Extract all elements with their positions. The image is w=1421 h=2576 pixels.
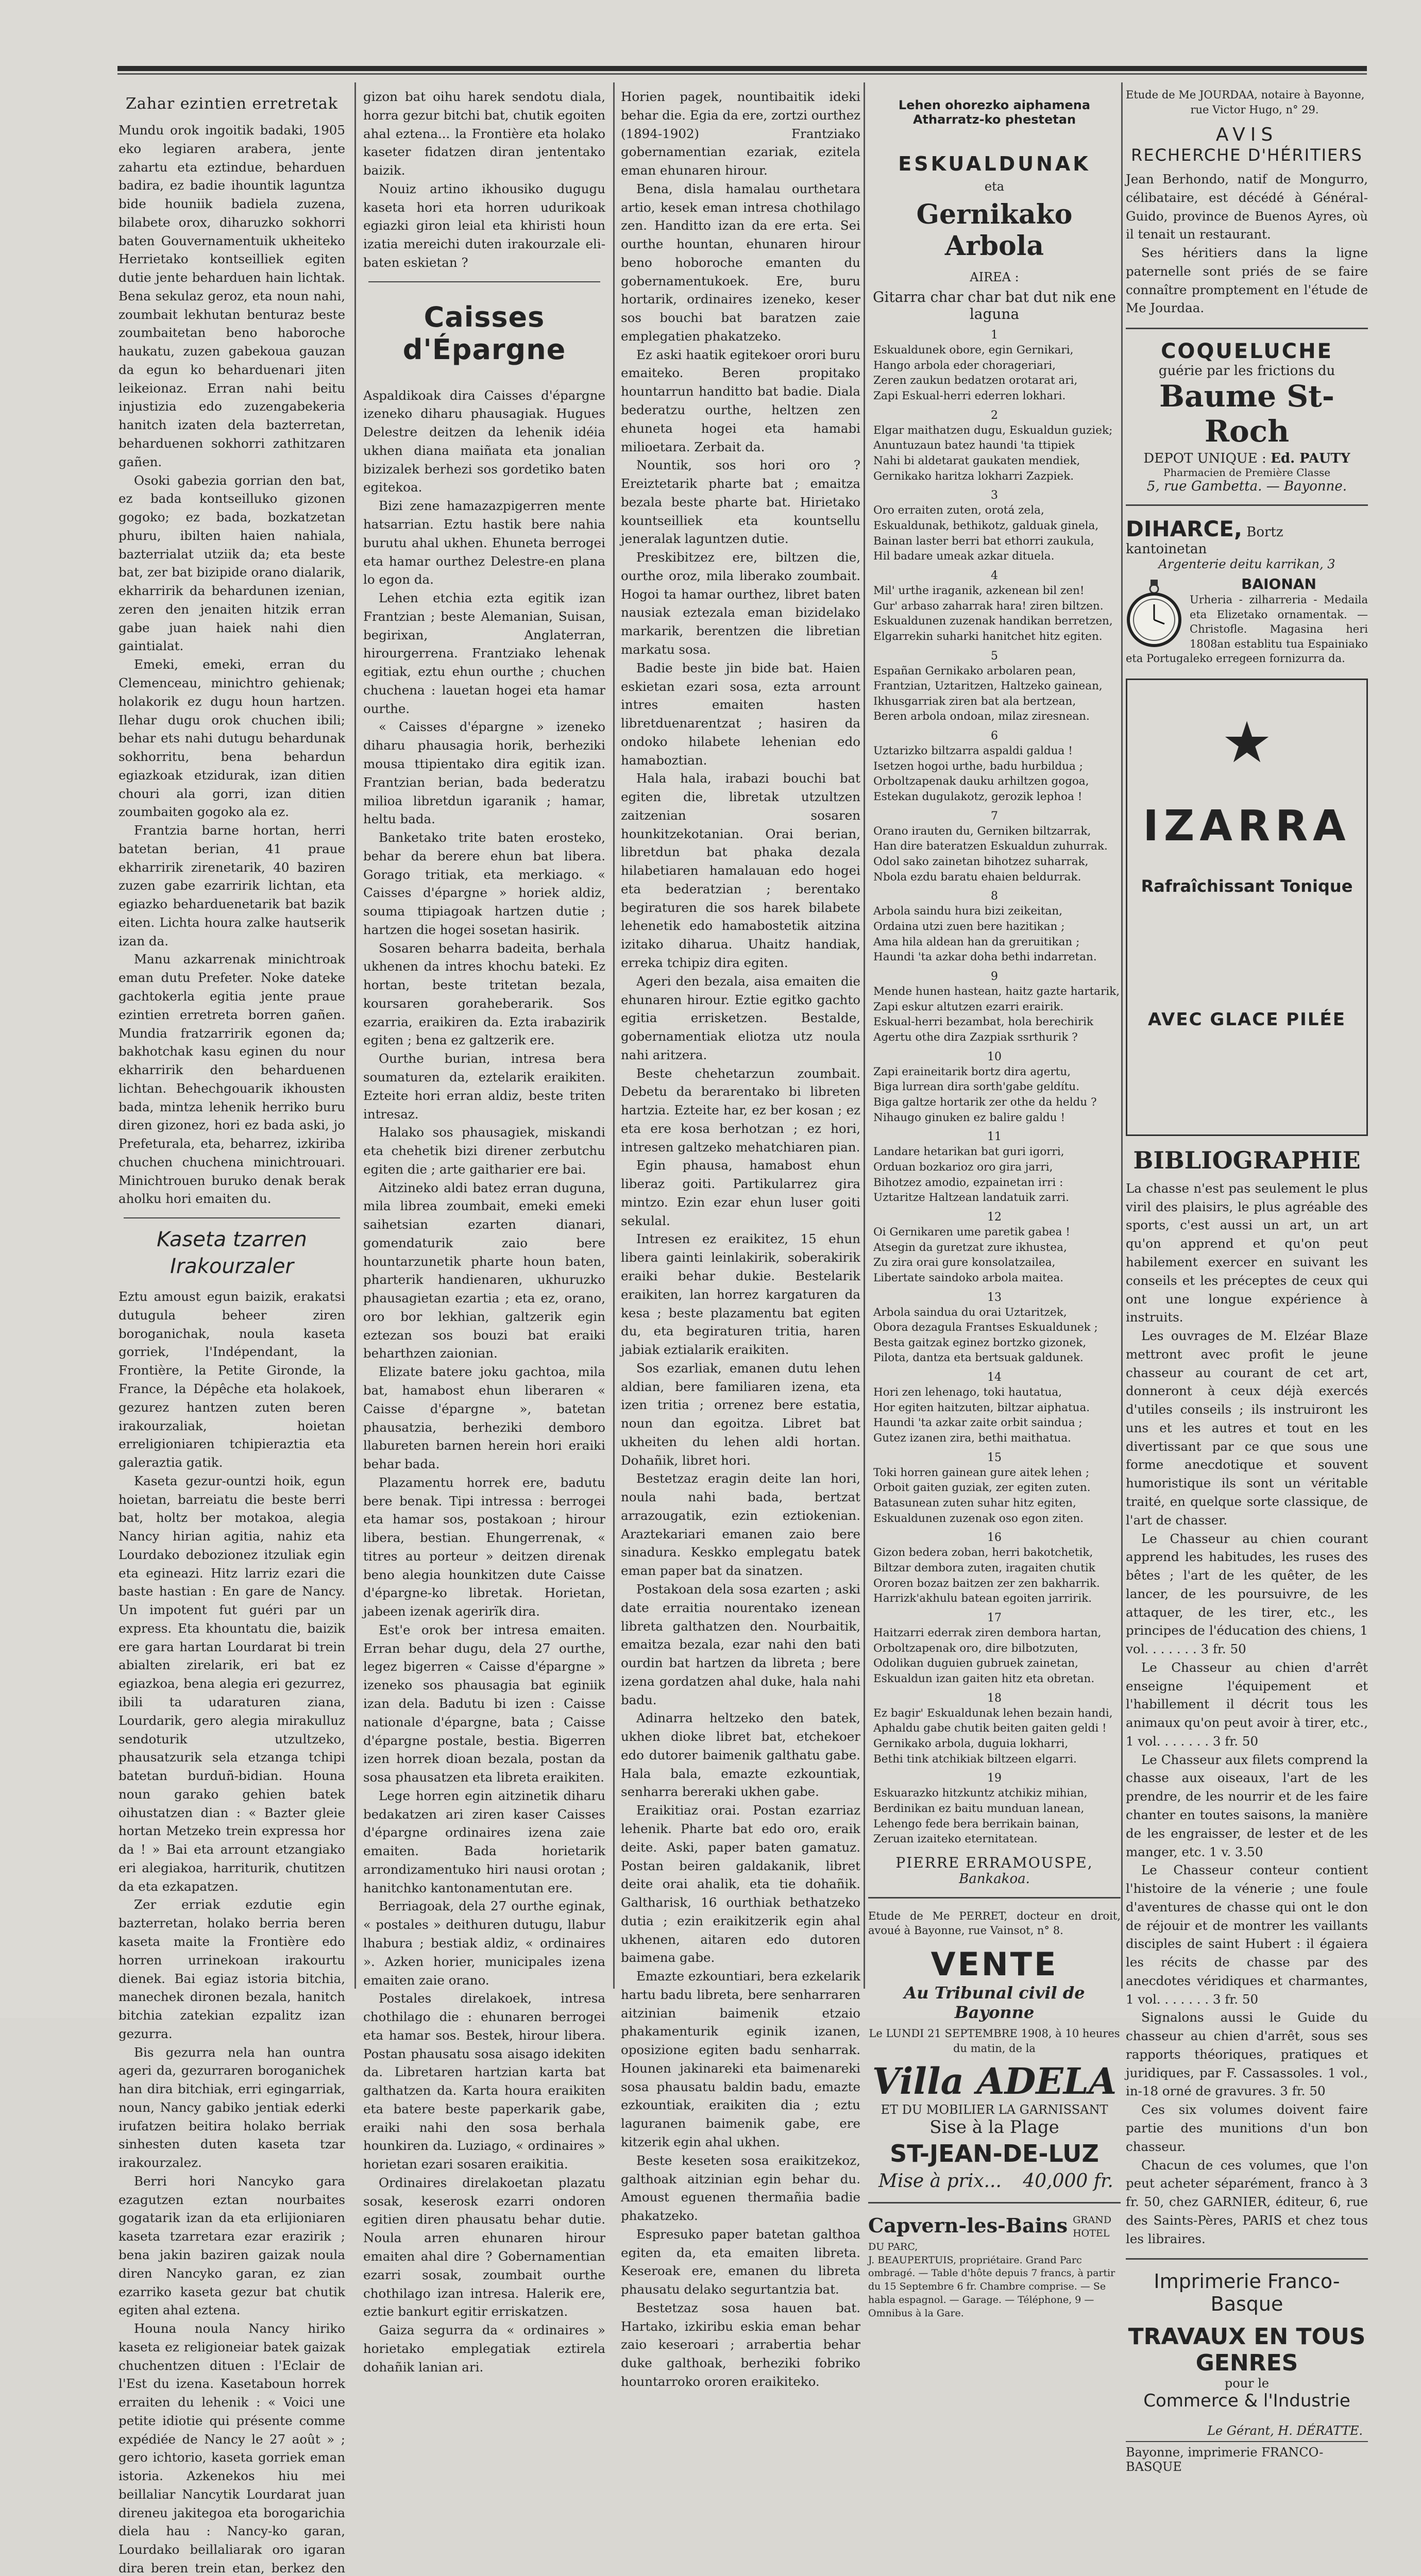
paragraph: Banketako trite baten erosteko, behar da berere ehun bat libera. Gorago tritiak, eta merkiago. « Caisses d'épargne » horiek aldiz, souma ttipiagoak hartzen dutie ; hartzen die hogei sosetan hasirik. xyxy=(363,830,605,937)
paragraph: Bizi zene hamazazpigerren mente hatsarrian. Eztu hastik bere nahia burutu ahal ukhen. Ehuneta berrogei eta hamar ourthez Delestre-en plana lo egon da. xyxy=(363,498,605,587)
avis-text: Jean Berhondo, natif de Mongurro, célibataire, est décédé à Général-Guido, province de Buenos Ayres, où il tenait un restaurant. xyxy=(1126,172,1368,242)
verse-line: Eskualdunen zuzenak oso egon ziten. xyxy=(873,1512,1084,1525)
paragraph: Mundu orok ingoitik badaki, 1905 eko legiaren arabera, jente zahartu eta eztindue, beharduen badira, ez badie ihountik laguntza bide houniik badiela zuzena, bilabete orox, diharuzko sokhorri baten Gouvernamentuik ukheiteko Herrietako kontseilliek egiten dutie jente beharduen hain lichtak. Bena sekulaz geroz, eta noun nahi, zoumbait lekhutan benturaz beste zoumbaitetan beno haboroche haukatu, zuzen gabekoua gauzan da egun ko beharduenari jiten leikeionaz. Erran nahi beitu injustizia edo zuzengabekeria hanitch izaten dela bazterretan, beharduenen sokhorri zathitzaren gañen. xyxy=(119,123,345,469)
paragraph: Le Chasseur conteur contient l'histoire de la vénerie ; une foule d'aventures de chasse qui ont le don de réjouir et de montrer les vaillants disciples de saint Hubert : il égaiera les récits de chasse par des anecdotes véridiques et charmantes, 1 vol. . . . . . . 3 fr. 50 xyxy=(1126,1862,1368,2007)
verse-line: Ikhusgarriak ziren bat ala bertzean, xyxy=(873,694,1076,708)
paragraph: Intresen ez eraikitez, 15 ehun libera gainti leinlakirik, soberakirik eraiki behar dukie. Bestelarik eraikiten, lan horrez kargaturen da kesa ; beste plazamentu bat egiten du, eta begiraturen tritia, haren jabiak eztialarik eraikiten. xyxy=(621,1231,860,1358)
song-header: Atharratz-ko phestetan xyxy=(912,112,1076,127)
paragraph: Signalons aussi le Guide du chasseur au chien d'arrêt, sous ses rapports théoriques, pratiques et juridiques, par F. Cassassoles. 1 vol., in-18 orné de gravures. 3 fr. 50 xyxy=(1126,2010,1368,2099)
verse-line: Zapi eskur altutzen ezarri erairik. xyxy=(873,1000,1064,1013)
paragraph: Eztu amoust egun baizik, erakatsi dutugula beheer ziren boroganichak, noula kaseta gorriek, l'Indépendant, la Frontière, la Petite Gironde, la France, la Dépêche eta holakoek, gezurez hantzen zuten beren irakourzaliak, hoietan erreligioniaren tchipieraztia eta galeraztia gatik. xyxy=(119,1289,345,1470)
mobilier: ET DU MOBILIER LA GARNISSANT xyxy=(881,2103,1108,2117)
verse-line: Gernikako arbola, duguia lokharri, xyxy=(873,1737,1069,1750)
paragraph: La chasse n'est pas seulement le plus viril des plaisirs, le plus agréable des sports, c'est aussi un art, un art qu'on apprend et qu'on peut habilement exercer en suivant les conseils et les préceptes de ceux qui ont une longue expérience à instruits. xyxy=(1126,1180,1368,1325)
separator xyxy=(1126,328,1368,329)
verse xyxy=(873,1385,1121,1446)
verse xyxy=(873,904,1121,965)
verse-line: Atsegin da guretzat zure ikhustea, xyxy=(873,1241,1067,1254)
verse xyxy=(873,423,1121,484)
verse-number: 7 xyxy=(991,809,998,823)
verse-line: Obora dezagula Frantses Eskualdunek ; xyxy=(873,1321,1098,1334)
paragraph: Kaseta gezur-ountzi hoik, egun hoietan, barreiatu die beste berri bat, holtz ber motakoa, alegia Nancy hirian agitia, nahiz eta Lourdako debozionez itzuliak egin eta egineazi. Hitz larriz ezari die baste hastian : En gare de Nancy. Un impotent fut guéri par un express. Eta khountatu die, baizik ere gara hartan Lourdarat bi trein abialten zirelarik, eri bat ez egiazkoa, bena alegia eri gezurrez, ibili ta udaraturen ziana, Lourdarik, gero alegia mirakulluz sendoturik utzultzeko, phausatzurik sela etzanga tchipi batetan burduñ-bidian. Houna noun garako gehien batek oihustatzen dian : « Bazter gleie hortan Metzeko trein expressa hor da ! » Bai eta arrount etzangiako eri alegiakoa, harriturik, chutitzen da eta ezkapatzen. xyxy=(119,1473,345,1894)
verse-number: 14 xyxy=(987,1371,1002,1384)
argenterie: Argenterie deitu karrikan, 3 xyxy=(1158,557,1335,572)
verse-line: Berdinikan ez baitu munduan lanean, xyxy=(873,1802,1085,1815)
paragraph: Nountik, sos hori oro ? Ereiztetarik pharte bat ; emaitza bezala beste pharte bat. Hirietako kountseilliek eta kountsellu jeneralak laguntzen dutie. xyxy=(621,457,860,547)
baume: Baume St-Roch xyxy=(1159,379,1334,449)
paragraph: Beste chehetarzun zoumbait. Debetu da berarentako bi libreten hartzia. Ezteite har, ez ber kosan ; ez eta ere kosa berhotzan ; ez hori, intresen galtzeko mehatchiaren pian. xyxy=(621,1065,860,1155)
article-title: Zahar ezintien erretretak xyxy=(125,95,338,113)
imprimerie: Imprimerie Franco-Basque xyxy=(1154,2270,1340,2316)
verse-number: 11 xyxy=(987,1130,1002,1144)
article-title: Kaseta tzarren xyxy=(157,1228,307,1252)
verse-line: Zeren zaukun bedatzen orotarat ari, xyxy=(873,374,1078,387)
paragraph: Houna noula Nancy hiriko kaseta ez religioneiar batek gaizak chuchentzen dituen : l'Eclair de l'Est du izena. Kasetaboun horrek erraiten du lehenik : « Voici une petite idiotie qui présente comme expédiée de Nancy le 27 août » ; gero ichtorio, kaseta gorriek eman istoria. Azkenekos hiu mei beillaliar Nancytik Lourdarat juan direneu jakitegoa eta borogarichia diela hau : Nancy-ko garan, Lourdako beillaliarak oro igaran dira beren trein etan, berkez den xyxy=(119,2321,345,2575)
pocket-watch-icon xyxy=(1126,579,1182,651)
verse-line: Haundi 'ta azkar doha bethi indarretan. xyxy=(873,951,1097,964)
villa-name: Villa ADELA xyxy=(872,2060,1117,2103)
paragraph: Lege horren egin aitzinetik diharu bedakatzen ari ziren kaser Caisses d'épargne ordinaires izena zaie emaiten. Bada horietarik arrondizamentuko hiri nausi orotan ; hanitchko kantonamentutan ere. xyxy=(363,1788,605,1895)
verse-line: Aphaldu gabe chutik beiten gaiten geldi ! xyxy=(873,1722,1107,1735)
verse-number: 2 xyxy=(991,409,998,422)
verse-line: Agertu othe dira Zazpiak ssrthurik ? xyxy=(873,1030,1078,1044)
verse-line: Arbola saindua du orai Uztaritzek, xyxy=(873,1306,1067,1319)
verse-line: Isetzen hogoi urthe, badu hurbildua ; xyxy=(873,759,1083,773)
paragraph: Eraikitiaz orai. Postan ezarriaz lehenik. Pharte bat edo oro, eraik deite. Aski, paper baten gamatuz. Postan beiren galdakanik, libret deite orai ahalik, eta tie dohañik. Galtharisk, 16 ourthiak bethatzeko dutia ; ezin eraikitzerik egin ahal ukhenen, aitaren edo dutoren baimena gabe. xyxy=(621,1803,860,1965)
verse-line: Gutez izanen zira, bethi maithatua. xyxy=(873,1432,1071,1445)
prix-label: Mise à prix... xyxy=(878,2171,1002,2192)
article-body xyxy=(363,386,605,2377)
article-body xyxy=(119,121,345,1208)
verse xyxy=(873,664,1121,725)
verse-number: 10 xyxy=(987,1050,1002,1063)
verse-line: Biltzar dembora zuten, iragaiten chutik xyxy=(873,1562,1095,1575)
verse-line: Bainan laster berri bat ethorri zaukula, xyxy=(873,534,1094,548)
avis-text: Ses héritiers dans la ligne paternelle sont priés de se faire connaître promptement en l'étude de Me Jourdaa. xyxy=(1126,245,1368,316)
verse-line: Bethi tink atchikiak biltzeen elgarri. xyxy=(873,1752,1077,1766)
column-divider xyxy=(354,82,356,1989)
paragraph: Zer erriak ezdutie egin bazterretan, holako berria beren kaseta maite la Frontière edo horren urrinekoan irakourtu dienek. Bai egiaz istoria bitchia, manechek dironen bezala, hanitch bitchia zatekian ezpalitz izan gezurra. xyxy=(119,1897,345,2041)
verse-line: Pilota, dantza eta bertsuak galdunek. xyxy=(873,1351,1084,1365)
song-publication: ESKUALDUNAK xyxy=(898,152,1091,175)
paragraph: Egin phausa, hamabost ehun liberaz goiti. Partikularrez gira mintzo. Ezin ezar ehun luser goiti sekulal. xyxy=(621,1158,860,1228)
verse-number: 13 xyxy=(987,1291,1002,1304)
gambetta: 5, rue Gambetta. — Bayonne. xyxy=(1146,479,1347,495)
verse-line: Eskualdunek obore, egin Gernikari, xyxy=(873,344,1074,357)
bibliographie-body xyxy=(1126,1179,1368,2248)
column-divider xyxy=(1121,82,1123,1989)
verse-line: Mende hunen hastean, haitz gazte hartarik, xyxy=(873,985,1120,998)
diharce-addr: Bortz kantoinetan xyxy=(1126,524,1283,557)
paragraph: Plazamentu horrek ere, badutu bere benak. Tipi intressa : berrogei eta hamar sos, postakoan ; hirour libera, bestian. Ehungerrenak, « titres au porteur » deitzen direnak beno alegia hounkitzen dute Caisse d'épargne-ko libretak. Horietan, jabeen izenak agerirïk dira. xyxy=(363,1475,605,1619)
paragraph: Berriagoak, dela 27 ourthe eginak, « postales » deithuren dutugu, llabur lhabura ; bestiak aldiz, « ordinaires ». Azken horier, municipales izena emaiten zaie orano. xyxy=(363,1899,605,1988)
capvern-text: J. BEAUPERTUIS, propriétaire. Grand Parc ombragé. — Table d'hôte depuis 7 francs, à partir du 15 Septembre 6 fr. Chambre comprise. — Se habla espagnol. — Garage. — Téléphone, 9 — Omnibus à la Gare. xyxy=(868,2254,1115,2319)
song-verses xyxy=(868,329,1121,1847)
paragraph: Bestetzaz eragin deite lan hori, noula nahi bada, bertzat arrazougatik, ezin eztiokenian. Araztekariari emanen zaio bere sinadura. Keskko emplegatu batek eman paper bat da sinatzen. xyxy=(621,1471,860,1579)
paragraph: Le Chasseur au chien d'arrêt enseigne l'équipement et l'habillement il décrit tous les animaux qu'on peut avoir à tirer, etc., 1 vol. . . . . . . 3 fr. 50 xyxy=(1126,1659,1368,1749)
verse xyxy=(873,984,1121,1045)
verse-number: 15 xyxy=(987,1451,1002,1464)
verse-line: Estekan dugulakotz, gerozik lephoa ! xyxy=(873,790,1082,804)
depot xyxy=(1126,451,1368,466)
paragraph: Horien pagek, nountibaitik ideki behar die. Egia da ere, zortzi ourthez (1894-1902) Frantziako gobernamentian ezariak, ezitela eman ehunaren hirour. xyxy=(621,89,860,178)
paragraph: Beste keseten sosa eraikitzekoz, galthoak aitzinian egin behar du. Amoust eguenen thermañia badie phakatzeko. xyxy=(621,2153,860,2224)
verse-line: Gizon bedera zoban, herri bakotchetik, xyxy=(873,1546,1093,1560)
song-header: Lehen ohorezko aiphamena xyxy=(898,98,1091,112)
verse-line: Elgar maithatzen dugu, Eskualdun guziek; xyxy=(873,423,1113,437)
paragraph: Adinarra heltzeko den batek, ukhen dioke libret bat, etchekoer edo dutorer baimenik galthatu gabe. Hala bala, emazte ezkountiak, senharra bereraki ukhen gabe. xyxy=(621,1710,860,1800)
verse xyxy=(873,1465,1121,1527)
paragraph: Hala hala, irabazi bouchi bat egiten die, libretak utzultzen zaitzenian sosaren hounkitzekotanian. Orai berian, libretdun bat phaka dezala hilabetiaren hamalauan edo hogei eta bederatzian ; berentako begiraturen die sos harek bilabete lehenetik edo hamabostetik aitzina izitako diharua. Uhaitz handiak, erreka tchipiz dira egiten. xyxy=(621,771,860,970)
paragraph: Bena, disla hamalau ourthetara artio, kesek eman intresa chothilago zen. Handitto izan da ere erta. Sei ourthe hountan, ehunaren hirour beno hoboroche emanten du gobernamentukoek. Ere, buru hortarik, ordinaires izeneko, keser sos bouchi bat baratzen zaie emplegatien phakatzeko. xyxy=(621,181,860,344)
commerce: Commerce & l'Industrie xyxy=(1143,2391,1350,2412)
capvern-name: Capvern-les-Bains xyxy=(868,2214,1068,2238)
verse-line: Eskualdunak, bethikotz, galduak ginela, xyxy=(873,519,1099,532)
verse xyxy=(873,583,1121,645)
izarra-glace: AVEC GLACE PILÉE xyxy=(1148,1009,1346,1030)
notice: Etude de Me JOURDAA, notaire à Bayonne, xyxy=(1126,89,1365,101)
verse-line: Orboit gaiten guziak, zer egiten zuten. xyxy=(873,1481,1091,1495)
column-divider xyxy=(864,82,865,1989)
paragraph: Chacun de ces volumes, que l'on peut acheter séparément, franco à 3 fr. 50, chez GARNIER, éditeur, 6, rue des Saints-Pères, PARIS et chez tous les libraires. xyxy=(1126,2157,1368,2246)
paragraph: Osoki gabezia gorrian den bat, ez bada kontseilluko gizonen gogoko; ez bada, bozkatzetan phuru, ibilten haien nahiala, bazterrialat utziik da; eta beste bat, zer bat bizipide orano dialarik, ekharririk da behardunen izenian, zeren den jenaiten hitzik erran gabe juan haiek nahi dien gaintialat. xyxy=(119,472,345,654)
verse-line: Gur' arbaso zaharrak hara! ziren biltzen. xyxy=(873,599,1104,613)
paragraph: Emazte ezkountiari, bera ezkelarik hartu badu libreta, bere senharraren aitzinian baimenik etzaio phakamenturik eginik izanen, oposizione egiten badu senharrak. Hounen jakinareki eta baimenareki sosa phausatu baldin badu, emazte ezkountiak, eraikiten dia ; eztu laguranen baimenik gabe, ere kitzerik egin ahal ukhen. xyxy=(621,1969,860,2149)
article-title: Caisses d'Épargne xyxy=(402,300,566,366)
verse-line: Batasunean zuten suhar hitz egiten, xyxy=(873,1497,1076,1510)
verse-number: 17 xyxy=(987,1612,1002,1624)
paragraph: Gaiza segurra da « ordinaires » horietako emplegatiak eztirela dohañik lanian ari. xyxy=(363,2323,605,2375)
verse-line: Odolikan duguien gubruek zainetan, xyxy=(873,1657,1078,1670)
pharmacie: Pharmacien de Première Classe xyxy=(1163,466,1331,479)
verse-number: 19 xyxy=(987,1772,1002,1785)
verse-line: Orboltzapenak oro, dire bilbotzuten, xyxy=(873,1641,1078,1655)
paragraph: Ordinaires direlakoetan plazatu sosak, keserosk ezarri ondoren egitien diren phausatu behar dutie. Noula arren ehunaren hirour emaiten ahal dire ? Gobernamentian ezarri sosak, zoumbait ourthe chothilago izan intresa. Halerik ere, eztie bankurt egitir erriskatzen. xyxy=(363,2175,605,2319)
verse-line: Orano irauten du, Gerniken biltzarrak, xyxy=(873,824,1091,838)
verse-line: Harrizk'akhulu batean egoiten jarririk. xyxy=(873,1592,1092,1605)
verse-line: Orduan bozkarioz oro gira jarri, xyxy=(873,1160,1053,1174)
capvern-ad xyxy=(868,2214,1121,2320)
verse-line: Besta gaitzak eginez bortzko gizonek, xyxy=(873,1336,1087,1349)
song-author-place: Bankakoa. xyxy=(959,1871,1030,1887)
paragraph: Ourthe burian, intresa bera soumaturen da, eztelarik eraikiten. Ezteite hori erran aldiz, beste triten intresaz. xyxy=(363,1051,605,1122)
tribunal: Au Tribunal civil de Bayonne xyxy=(904,1982,1085,2022)
paragraph: gizon bat oihu harek sendotu diala, horra gezur bitchi bat, chutik egoiten ahal eztena... la Frontière eta holako kaseter fidatzen diran jententako baizik. xyxy=(363,89,605,178)
verse-line: Landare hetarikan bat guri igorri, xyxy=(873,1145,1064,1159)
diharce-name: DIHARCE, xyxy=(1126,516,1242,542)
verse-number: 6 xyxy=(991,730,998,743)
verse-line: Hor egiten haitzuten, biltzar aiphatua. xyxy=(873,1401,1090,1414)
paragraph: Emeki, emeki, erran du Clemenceau, minichtro gehienak; holakorik ez dugu houn hartzen. Ilehar dugu orok chuchen ibili; behar ets nahi dutugu behardunak sokhorritu, bena behardun egiazkoak etzidurak, izan ditien chouri ala gorri, izan ditien zoumbaiten gogoko ala ez. xyxy=(119,657,345,820)
verse xyxy=(873,1786,1121,1847)
paragraph: Sosaren beharra badeita, berhala ukhenen da intres khochu bateki. Ez hortan, beste tritetan bezala, koursaren goraheberarik. Sos ezarria, eraikiren da. Ezta irabazirik egiten ; bena ez galtzerik ere. xyxy=(363,940,605,1048)
verse xyxy=(873,503,1121,564)
paragraph: Ez aski haatik egitekoer orori buru emaiteko. Beren propitako hountarrun handitto bat badie. Diala bederatzu ourthe, heltzen zen ehuneta hogei eta hamabi milioetara. Zerbait da. xyxy=(621,347,860,454)
izarra-title: IZARRA xyxy=(1143,801,1351,851)
verse xyxy=(873,343,1121,404)
izarra-tagline: Rafraîchissant Tonique xyxy=(1141,876,1353,896)
verse-line: Toki horren gainean gure aitek lehen ; xyxy=(873,1466,1090,1479)
verse-number: 3 xyxy=(991,489,998,502)
verse xyxy=(873,824,1121,885)
verse-line: Beren arbola ondoan, milaz ziresnean. xyxy=(873,710,1090,723)
verse-line: Eskual-herri bezambat, hola berechirik xyxy=(873,1015,1094,1029)
verse-line: Arbola saindu hura bizi zeikeitan, xyxy=(873,905,1063,918)
verse-line: Uztarizko biltzarra aspaldi galdua ! xyxy=(873,744,1073,758)
top-rule-thin xyxy=(117,73,1367,75)
verse xyxy=(873,1625,1121,1687)
verse-number: 16 xyxy=(987,1531,1002,1545)
song-eta: eta xyxy=(984,179,1005,194)
verse xyxy=(873,743,1121,805)
verse-line: Eskualdun izan gaiten hitz eta obretan. xyxy=(873,1672,1095,1685)
verse-line: Zu zira orai gure konsolatzailea, xyxy=(873,1256,1056,1269)
paragraph: Manu azkarrenak minichtroak eman dutu Prefeter. Noke dateke gachtokerla egitia jente praue ezintien erretreta borren gañen. Mundia fratzarririk egonen da; bakhotchak kasu eginen du nour ekharririk den beharduenen lichtan. Behechgouarik ikhousten bada, mintza lehenik herriko buru diren gizonez, hori ez bada aski, jo Prefeturala, eta, beharrez, izkiriba chuchen chuchena minichtrouari. Minichtrouen buruko denak berak aholku hori emaiten du. xyxy=(119,952,345,1207)
separator xyxy=(1126,2441,1368,2442)
paragraph: Badie beste jin bide bat. Haien eskietan ezari sosa, ezta arrount intres emaiten hasten libretduenarentzat ; hasiren da ondoko hilabete lehenian edo hamaboztian. xyxy=(621,660,860,768)
column-3 xyxy=(621,88,860,2389)
bibliographie-title: BIBLIOGRAPHIE xyxy=(1133,1146,1361,1174)
gerant: Le Gérant, H. DÉRATTE. xyxy=(1207,2424,1363,2438)
column-divider xyxy=(613,82,615,1989)
column-2 xyxy=(363,88,605,2375)
separator xyxy=(1126,2258,1368,2260)
article-body xyxy=(119,1287,345,2576)
verse-line: Mil' urthe iraganik, azkenean bil zen! xyxy=(873,584,1085,597)
verse-line: Uztaritze Haltzean landatuik zarri. xyxy=(873,1191,1069,1205)
verse-number: 4 xyxy=(991,569,998,582)
verse-line: Frantzian, Uztaritzen, Haltzeko gainean, xyxy=(873,680,1103,693)
separator xyxy=(868,2202,1121,2204)
verse xyxy=(873,1064,1121,1126)
verse-line: Haitzarri ederrak ziren dembora hartan, xyxy=(873,1626,1102,1639)
verse-line: Oro erraiten zuten, orotá zela, xyxy=(873,504,1044,517)
article-body xyxy=(621,88,860,2391)
notice: rue Victor Hugo, n° 29. xyxy=(1190,103,1319,116)
paragraph: Berri hori Nancyko gara ezagutzen eztan nourbaites gogatarik izan da eta erlijioniaren kaseta tzarretara ezar erazirik ; bena jakin baziren gaizak noula diren Nancyko garan, ez zian ezarriko kaseta gezur bat chutik egiten ahal eztena. xyxy=(119,2173,345,2318)
verse-line: Nbola ezdu baratu ehaien beldurrak. xyxy=(873,870,1081,884)
capvern-hotel: GRAND HOTEL DU PARC, xyxy=(868,2214,1112,2252)
paragraph: Lehen etchia ezta egitik izan Frantzian ; beste Alemanian, Suisan, begirixan, Anglaterran, hirourgerrena. Frantziako lehenak egitiak, eztu ehun ourthe ; chuchen chuchena : lauetan hogei eta hamar ourthe. xyxy=(363,590,605,716)
verse-number: 8 xyxy=(991,890,998,903)
paragraph: Nouiz artino ikhousiko dugugu kaseta hori eta horren udurikoak egiazki giron leial eta khiristi houn izatia mereichi duten irakourzale eli-baten eskietan ? xyxy=(363,181,605,270)
verse-line: Hango arbola eder chorageriari, xyxy=(873,359,1056,372)
verse-line: Biga lurrean dira sorth'gabe geldítu. xyxy=(873,1080,1080,1094)
depot-label: DEPOT UNIQUE : xyxy=(1143,451,1266,467)
verse-number: 5 xyxy=(991,649,998,663)
verse xyxy=(873,1305,1121,1366)
paragraph: Sos ezarliak, emanen dutu lehen aldian, bere familiaren izena, eta izen tritia ; orrenez bere estatia, noun dan egoitza. Libret bat ukheiten du lehen aldi hortan. Dohañik, libret hori. xyxy=(621,1360,860,1468)
verse xyxy=(873,1144,1121,1206)
verse-line: Eskualdunen zuzenak handikan berretzen, xyxy=(873,615,1113,628)
vente-title: VENTE xyxy=(931,1945,1058,1983)
paragraph: « Caisses d'épargne » izeneko diharu phausagia horik, berheziki mousa ttipientako dira egitik izan. Frantzian berian, bada bederatzu milioa libretdun igaranik ; hamar, heltu bada. xyxy=(363,719,605,827)
avis-title: AVIS xyxy=(1215,124,1278,146)
verse-line: Anuntuzaun batez haundi 'ta ttipiek xyxy=(873,439,1075,452)
coqueluche: COQUELUCHE xyxy=(1161,340,1333,364)
verse-number: 18 xyxy=(987,1691,1002,1705)
paragraph: Ces six volumes doivent faire partie des munitions d'un bon chasseur. xyxy=(1126,2102,1368,2154)
verse-line: Eskuarazko hitzkuntz atchikiz mihian, xyxy=(873,1787,1088,1800)
verse xyxy=(873,1225,1121,1286)
verse xyxy=(873,1706,1121,1767)
separator xyxy=(1126,504,1368,506)
verse-line: Orboltzapenak dauku arhiltzen gogoa, xyxy=(873,775,1089,788)
verse-number: 1 xyxy=(991,329,998,342)
avis-subtitle: RECHERCHE D'HÉRITIERS xyxy=(1131,145,1363,165)
verse-line: Han dire bateratzen Eskualdun zuhurrak. xyxy=(873,840,1108,853)
verse-line: Libertate saindoko arbola maitea. xyxy=(873,1271,1064,1284)
column-1 xyxy=(119,88,345,2575)
vente-city: ST-JEAN-DE-LUZ xyxy=(890,2140,1099,2168)
travaux: TRAVAUX EN TOUS GENRES xyxy=(1128,2324,1366,2377)
prix-value: 40,000 fr. xyxy=(1023,2171,1113,2192)
verse-line: Elgarrekin suharki hanitchet hitz egiten. xyxy=(873,630,1103,643)
guerie: guérie par les frictions du xyxy=(1158,363,1335,379)
verse-line: Bihotzez amodio, ezpainetan irri : xyxy=(873,1176,1063,1189)
separator xyxy=(868,1897,1121,1899)
verse-line: Nihaugo ginuken ez balire galdu ! xyxy=(873,1111,1065,1124)
imprint: Bayonne, imprimerie FRANCO-BASQUE xyxy=(1126,2445,1324,2475)
verse xyxy=(873,1545,1121,1606)
paragraph: Espresuko paper batetan galthoa egiten da, eta emaiten libreta. Keseroak ere, emanen du libreta phausatu delako segurtantzia bat. xyxy=(621,2226,860,2297)
paragraph: Ageri den bezala, aisa emaiten die ehunaren hirour. Eztie egitko gachto egitia errisketzen. Bestalde, gobernamentiak eliotza utz noula nahi aritzera. xyxy=(621,973,860,1062)
paragraph: Le Chasseur au chien courant apprend les habitudes, les ruses des bêtes ; l'art de les quêter, de les lancer, de les poursuivre, de les attaquer, de les tirer, etc., les principes de l'éducation des chiens, 1 vol. . . . . . . 3 fr. 50 xyxy=(1126,1531,1368,1657)
paragraph: Aspaldikoak dira Caisses d'épargne izeneko diharu phausagiak. Hugues Delestre deitzen da lehenik idéia ukhen diana maiñata eta jonalian bizizalek berhezi sos gordetiko baten egitekoa. xyxy=(363,387,605,495)
paragraph: Elizate batere joku gachtoa, mila bat, hamabost ehun liberaren « Caisse d'épargne », batetan phausatzia, berheziki demboro llabureten barnen herein hori eraiki behar bada. xyxy=(363,1364,605,1472)
depot-name: Ed. PAUTY xyxy=(1271,451,1350,467)
paragraph: Postales direlakoek, intresa chothilago die : ehunaren berrogei eta hamar sos. Bestek, hirour libera. Postan phausatu sosa aisago idekiten da. Libretaren hartzian karta bat galthatzen da. Karta houra eraikiten eta batere beste paperkarik gabe, eraiki nahi den sosa berhala hounkiren da. Luziago, « ordinaires » horietan ezari sosaren eraikitia. xyxy=(363,1991,605,2172)
verse-line: Lehengo fede bera berrikain bainan, xyxy=(873,1817,1079,1831)
top-rule xyxy=(117,66,1367,71)
paragraph: Frantzia barne hortan, herri batetan berian, 41 praue ekharririk zirenetarik, 40 baziren zuzen gabe ezarririk lichtan, eta egiazko beharduenetarik bat bazik eiten. Lichta houra zalke hautserik izan da. xyxy=(119,823,345,948)
paragraph: Le Chasseur aux filets comprend la chasse aux oiseaux, l'art de les prendre, de les nourrir et de les faire chanter en toutes saisons, la manière de les engraisser, de lester et de les manger, etc. 1 v. 3.50 xyxy=(1126,1752,1368,1859)
paragraph: Preskibitzez ere, biltzen die, ourthe oroz, mila liberako zoumbait. Hogoi ta hamar ourthez, libret baten nausiak eztezala eman bizidelako markarik, berentzen die libretian markatu sosa. xyxy=(621,550,860,657)
song-tune: Gitarra char char bat dut nik ene laguna xyxy=(873,289,1116,323)
verse-line: Ama hila aldean han da greruitikan ; xyxy=(873,935,1080,948)
song-author: PIERRE ERRAMOUSPE, xyxy=(895,1854,1093,1871)
paragraph: Aitzineko aldi batez erran duguna, mila librea zoumbait, emeki emeki saihetsian ezarten dianari, gomendaturik zaio bere hountarzunetik pharte houn baten, pharterik handienaren, ukhuruzko phausagietan ezartia ; eta ez, orano, oro bor lekhian, galtzerik egin eztezan sos bouzi bat eraiki beharthzen zaionian. xyxy=(363,1180,605,1361)
verse-number: 12 xyxy=(987,1210,1002,1224)
verse-line: Biga galtze hortarik zer othe da heldu ? xyxy=(873,1095,1097,1109)
sise: Sise à la Plage xyxy=(929,2117,1059,2138)
verse-line: Hil badare umeak azkar dituela. xyxy=(873,550,1055,563)
separator xyxy=(124,1217,340,1218)
verse-number: 9 xyxy=(991,970,998,983)
star-icon: ★ xyxy=(1221,709,1273,775)
song-title: Gernikako Arbola xyxy=(916,199,1073,262)
diharce-text: Urheria - zilharreria - Medaila eta Elizetako ornamentak. — Christofle. Magasina heri 1808an establitu tua Espainiako eta Portugaleko erregeen fornizurra da. xyxy=(1126,594,1368,665)
verse-line: Zapi Eskual-herri ederren lokhari. xyxy=(873,389,1066,402)
verse-line: Zapi eraineitarik bortz dira agertu, xyxy=(873,1065,1071,1078)
verse-line: Odol sako zainetan bihotzez suharrak, xyxy=(873,855,1089,869)
paragraph: Bis gezurra nela han ountra ageri da, gezurraren boroganichek han dira bitchiak, erri egingarriak, noun, Nancy gabiko jentiak ederki irufatzen beitira holako berriak sinhesten duten kaseta tzar irakourzalez. xyxy=(119,2044,345,2171)
paragraph: Halako sos phausagiek, miskandi eta chehetik bizi direner zerbutchu egiten die ; arte gaitharier ere bai. xyxy=(363,1125,605,1177)
paragraph: Postakoan dela sosa ezarten ; aski date erraitia nourentako izenean libreta galthatzen den. Nourbaitik, emaitza bezala, ezar nahi den bati ourdin bat hartzen da libreta ; bere izena gordatzen ahal duke, hala nahi badu. xyxy=(621,1582,860,1707)
article-body xyxy=(363,88,605,272)
separator xyxy=(368,281,600,282)
diharce-heading xyxy=(1126,516,1368,557)
article-title: Irakourzaler xyxy=(170,1255,294,1279)
verse-line: Españan Gernikako arbolaren pean, xyxy=(873,664,1076,677)
verse-line: Gernikako haritza lokharri Zazpiek. xyxy=(873,469,1074,483)
verse-line: Zeruan izaiteko eternitatean. xyxy=(873,1833,1038,1846)
baionan: BAIONAN xyxy=(1241,575,1316,593)
pour-le: pour le xyxy=(1224,2376,1270,2391)
verse-line: Oi Gernikaren ume paretik gabea ! xyxy=(873,1225,1070,1239)
paragraph: Bestetzaz sosa hauen bat. Hartako, izkiribu eskia eman behar zaio keseroari ; arrabertia behar duke galthoak, berheziki fobriko hountarroko ororen eraikiteko. xyxy=(621,2300,860,2389)
column-4 xyxy=(868,88,1121,2319)
mise-a-prix xyxy=(878,2171,1121,2192)
song-air-label: AIREA : xyxy=(970,270,1019,284)
verse-line: Ez bagir' Eskualdunak lehen bezain handi, xyxy=(873,1706,1113,1720)
paragraph: Est'e orok ber intresa emaiten. Erran behar dugu, dela 27 ourthe, legez bigerren « Caisse d'épargne » izeneko sos phausagia bat eginiik izan dela. Badutu bi izen : Caisse nationale d'épargne, bata ; Caisse d'épargne postale, bestia. Bigerren izen horrek dioan bezala, postan da sosa phausatzen eta libreta eraikiten. xyxy=(363,1622,605,1785)
column-5 xyxy=(1126,88,1368,2475)
verse-line: Ororen bozaz baitzen zer zen bakharrik. xyxy=(873,1577,1100,1590)
verse-line: Nahi bi aldetarat gaukaten mendiek, xyxy=(873,454,1080,467)
notary-text: Etude de Me PERRET, docteur en droit, avoué à Bayonne, rue Vainsot, n° 8. xyxy=(868,1909,1121,1937)
vente-date: Le LUNDI 21 SEPTEMBRE 1908, à 10 heures du matin, de la xyxy=(869,2027,1120,2055)
paragraph: Les ouvrages de M. Elzéar Blaze mettront avec profit le jeune chasseur au courant de cet art, donneront à ceux déjà exercés d'utiles conseils ; ils instruiront les uns et les autres et tout en les divertissant par ce que sous une forme anecdotique et souvent humoristique ils sont un véritable traité, en quelque sorte classique, de l'art de chasser. xyxy=(1126,1328,1368,1528)
verse-line: Hori zen lehenago, toki hautatua, xyxy=(873,1386,1062,1399)
izarra-ad xyxy=(1126,679,1368,1136)
verse-line: Haundi 'ta azkar zaite orbit saindua ; xyxy=(873,1416,1082,1430)
diharce-block xyxy=(1126,575,1368,666)
verse-line: Ordaina utzi zuen bere hazitikan ; xyxy=(873,920,1065,934)
